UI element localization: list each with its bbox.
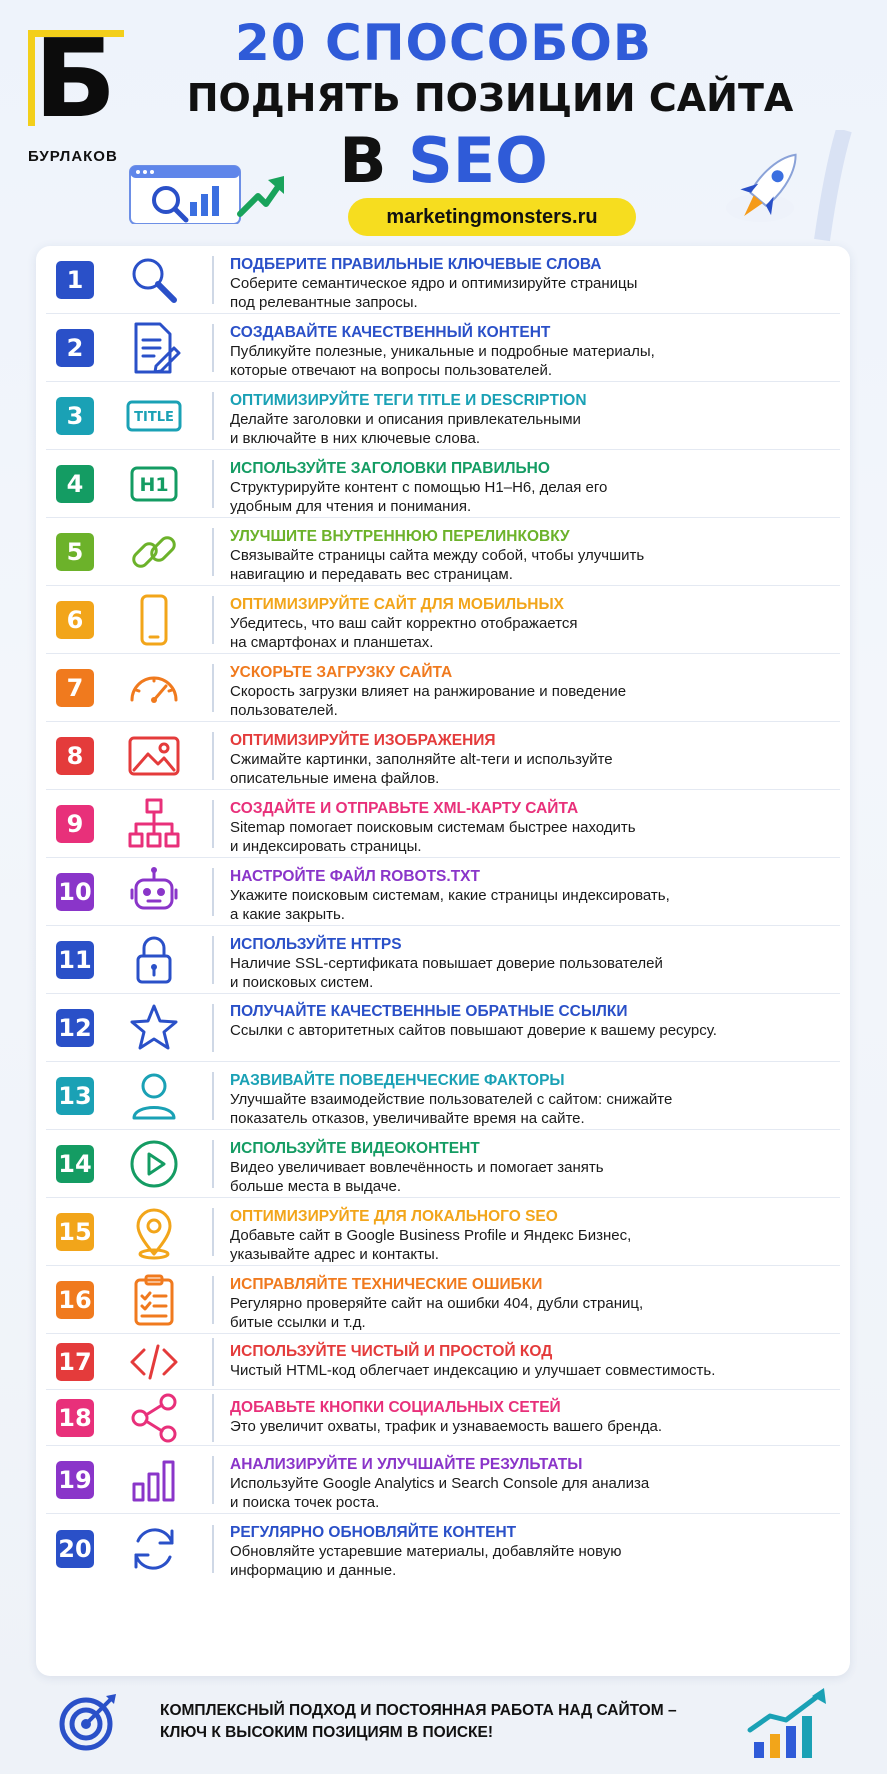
- item-number-badge: 6: [56, 601, 94, 639]
- play-icon: [126, 1136, 182, 1192]
- list-item: [36, 1198, 850, 1266]
- item-desc-line-1: Сжимайте картинки, заполняйте alt-теги и используйте: [230, 751, 613, 768]
- star-icon: [126, 1000, 182, 1056]
- robot-icon: [126, 864, 182, 920]
- item-text: [230, 255, 832, 312]
- site-url-pill: marketingmonsters.ru: [348, 198, 636, 236]
- item-number-badge: 9: [56, 805, 94, 843]
- item-title: ИСПОЛЬЗУЙТЕ ВИДЕОКОНТЕНТ: [230, 1140, 480, 1157]
- user-icon: [126, 1068, 182, 1124]
- growth-chart-icon: [746, 1686, 836, 1767]
- item-text: [230, 1139, 832, 1196]
- item-desc-line-2: а какие закрыть.: [230, 906, 345, 923]
- item-desc-line-2: и поиска точек роста.: [230, 1494, 380, 1511]
- item-number-badge: 13: [56, 1077, 94, 1115]
- item-divider: [212, 1338, 214, 1386]
- item-number-badge: 3: [56, 397, 94, 435]
- item-desc-line-2: показатель отказов, увеличивайте время на сайте.: [230, 1110, 585, 1127]
- item-divider: [212, 256, 214, 304]
- list-item: [36, 450, 850, 518]
- item-text: [230, 935, 832, 992]
- title-tag-icon: [126, 388, 182, 444]
- item-text: [230, 595, 832, 652]
- item-title: УСКОРЬТЕ ЗАГРУЗКУ САЙТА: [230, 664, 453, 681]
- list-item: [36, 1334, 850, 1390]
- item-title: ИСПОЛЬЗУЙТЕ ЗАГОЛОВКИ ПРАВИЛЬНО: [230, 460, 550, 477]
- item-desc-line-2: описательные имена файлов.: [230, 770, 440, 787]
- image-icon: [126, 728, 182, 784]
- item-title: РАЗВИВАЙТЕ ПОВЕДЕНЧЕСКИЕ ФАКТОРЫ: [230, 1072, 565, 1089]
- item-text: [230, 867, 832, 924]
- title-line-3-accent: SEO: [408, 124, 548, 197]
- h1-tag-icon: [126, 456, 182, 512]
- link-icon: [126, 524, 182, 580]
- title-line-1: 20 СПОСОБОВ: [235, 14, 652, 72]
- item-desc-line-1: Структурируйте контент с помощью H1–H6, делая его: [230, 479, 608, 496]
- item-desc-line-1: Используйте Google Analytics и Search Console для анализа: [230, 1475, 650, 1492]
- rocket-illustration: [722, 130, 862, 255]
- list-item: [36, 790, 850, 858]
- item-desc-line-1: Ссылки с авторитетных сайтов повышают доверие к вашему ресурсу.: [230, 1022, 717, 1039]
- speedometer-icon: [126, 660, 182, 716]
- footer-line-2: КЛЮЧ К ВЫСОКИМ ПОЗИЦИЯМ В ПОИСКЕ!: [160, 1724, 493, 1741]
- item-number-badge: 1: [56, 261, 94, 299]
- item-divider: [212, 800, 214, 848]
- item-divider: [212, 596, 214, 644]
- list-item: [36, 926, 850, 994]
- item-title: ОПТИМИЗИРУЙТЕ САЙТ ДЛЯ МОБИЛЬНЫХ: [230, 596, 564, 613]
- list-item: [36, 518, 850, 586]
- item-divider: [212, 1456, 214, 1504]
- item-desc-line-1: Sitemap помогает поисковым системам быстрее находить: [230, 819, 636, 836]
- item-desc-line-2: под релевантные запросы.: [230, 294, 418, 311]
- item-desc-line-1: Это увеличит охваты, трафик и узнаваемость вашего бренда.: [230, 1418, 663, 1435]
- item-title: ОПТИМИЗИРУЙТЕ ИЗОБРАЖЕНИЯ: [230, 732, 496, 749]
- title-line-3-prefix: В: [339, 124, 387, 197]
- item-title: ДОБАВЬТЕ КНОПКИ СОЦИАЛЬНЫХ СЕТЕЙ: [230, 1399, 561, 1416]
- item-desc-line-1: Видео увеличивает вовлечённость и помогает занять: [230, 1159, 604, 1176]
- list-item: [36, 1062, 850, 1130]
- svg-text:TITLE: TITLE: [134, 410, 174, 425]
- item-text: [230, 527, 832, 584]
- logo-letter: Б: [34, 17, 113, 142]
- item-desc-line-1: Добавьте сайт в Google Business Profile и Яндекс Бизнес,: [230, 1227, 632, 1244]
- item-title: СОЗДАЙТЕ И ОТПРАВЬТЕ XML-КАРТУ САЙТА: [230, 800, 579, 817]
- item-desc-line-2: которые отвечают на вопросы пользователей.: [230, 362, 553, 379]
- item-title: УЛУЧШИТЕ ВНУТРЕННЮЮ ПЕРЕЛИНКОВКУ: [230, 528, 570, 545]
- browser-analytics-illustration: [128, 164, 288, 229]
- item-number-badge: 18: [56, 1399, 94, 1437]
- bar-chart-icon: [126, 1452, 182, 1508]
- list-item: [36, 994, 850, 1062]
- item-desc-line-2: и индексировать страницы.: [230, 838, 422, 855]
- item-text: [230, 1523, 832, 1580]
- item-text: [230, 1342, 832, 1380]
- item-title: ОПТИМИЗИРУЙТЕ ТЕГИ TITLE И DESCRIPTION: [230, 392, 587, 409]
- item-text: [230, 459, 832, 516]
- item-desc-line-1: Чистый HTML-код облегчает индексацию и улучшает совместимость.: [230, 1362, 716, 1379]
- item-number-badge: 16: [56, 1281, 94, 1319]
- item-divider: [212, 664, 214, 712]
- item-desc-line-1: Скорость загрузки влияет на ранжирование и поведение: [230, 683, 627, 700]
- item-text: [230, 1002, 832, 1040]
- item-title: ИСПОЛЬЗУЙТЕ ЧИСТЫЙ И ПРОСТОЙ КОД: [230, 1343, 553, 1360]
- item-divider: [212, 868, 214, 916]
- list-item: [36, 1514, 850, 1584]
- list-item: [36, 722, 850, 790]
- item-desc-line-1: Улучшайте взаимодействие пользователей с сайтом: снижайте: [230, 1091, 673, 1108]
- item-number-badge: 11: [56, 941, 94, 979]
- list-item: [36, 1390, 850, 1446]
- item-text: [230, 731, 832, 788]
- item-text: [230, 1071, 832, 1128]
- item-divider: [212, 324, 214, 372]
- lock-icon: [126, 932, 182, 988]
- item-desc-line-2: навигацию и передавать вес страницам.: [230, 566, 513, 583]
- item-title: ИСПОЛЬЗУЙТЕ HTTPS: [230, 936, 402, 953]
- item-desc-line-2: больше места в выдаче.: [230, 1178, 402, 1195]
- item-desc-line-2: удобным для чтения и понимания.: [230, 498, 472, 515]
- item-title: ПОДБЕРИТЕ ПРАВИЛЬНЫЕ КЛЮЧЕВЫЕ СЛОВА: [230, 256, 602, 273]
- item-number-badge: 8: [56, 737, 94, 775]
- checklist-icon: [126, 1272, 182, 1328]
- item-divider: [212, 1072, 214, 1120]
- list-item: [36, 1446, 850, 1514]
- item-number-badge: 14: [56, 1145, 94, 1183]
- item-number-badge: 19: [56, 1461, 94, 1499]
- search-icon: [126, 252, 182, 308]
- item-number-badge: 15: [56, 1213, 94, 1251]
- footer-banner: [36, 1686, 850, 1762]
- item-divider: [212, 1140, 214, 1188]
- item-number-badge: 7: [56, 669, 94, 707]
- footer-line-1: КОМПЛЕКСНЫЙ ПОДХОД И ПОСТОЯННАЯ РАБОТА НАД САЙТОМ –: [160, 1702, 677, 1719]
- item-divider: [212, 1525, 214, 1573]
- document-edit-icon: [126, 320, 182, 376]
- target-icon: [58, 1692, 118, 1757]
- item-text: [230, 663, 832, 720]
- item-desc-line-1: Связывайте страницы сайта между собой, чтобы улучшить: [230, 547, 645, 564]
- item-desc-line-2: пользователей.: [230, 702, 338, 719]
- item-text: [230, 1398, 832, 1436]
- item-number-badge: 17: [56, 1343, 94, 1381]
- list-item: [36, 246, 850, 314]
- brand-name: БУРЛАКОВ: [28, 148, 118, 165]
- item-divider: [212, 936, 214, 984]
- sitemap-icon: [126, 796, 182, 852]
- item-desc-line-2: и включайте в них ключевые слова.: [230, 430, 481, 447]
- item-desc-line-1: Наличие SSL-сертификата повышает доверие пользователей: [230, 955, 663, 972]
- item-desc-line-2: битые ссылки и т.д.: [230, 1314, 366, 1331]
- item-desc-line-1: Укажите поисковым системам, какие страницы индексировать,: [230, 887, 670, 904]
- item-desc-line-2: указывайте адрес и контакты.: [230, 1246, 439, 1263]
- item-text: [230, 323, 832, 380]
- smartphone-icon: [126, 592, 182, 648]
- item-title: ОПТИМИЗИРУЙТЕ ДЛЯ ЛОКАЛЬНОГО SEO: [230, 1208, 558, 1225]
- item-title: РЕГУЛЯРНО ОБНОВЛЯЙТЕ КОНТЕНТ: [230, 1524, 517, 1541]
- list-item: [36, 654, 850, 722]
- code-icon: [126, 1334, 182, 1390]
- item-desc-line-1: Убедитесь, что ваш сайт корректно отображается: [230, 615, 578, 632]
- item-desc-line-1: Делайте заголовки и описания привлекательными: [230, 411, 581, 428]
- list-item: [36, 1130, 850, 1198]
- item-desc-line-2: информацию и данные.: [230, 1562, 397, 1579]
- item-text: [230, 1207, 832, 1264]
- item-divider: [212, 1276, 214, 1324]
- item-text: [230, 391, 832, 448]
- list-item: [36, 858, 850, 926]
- list-item: [36, 586, 850, 654]
- footer-message: [160, 1700, 720, 1744]
- item-desc-line-1: Регулярно проверяйте сайт на ошибки 404, дубли страниц,: [230, 1295, 644, 1312]
- item-number-badge: 2: [56, 329, 94, 367]
- item-text: [230, 1455, 832, 1512]
- item-title: НАСТРОЙТЕ ФАЙЛ ROBOTS.TXT: [230, 868, 480, 885]
- item-title: АНАЛИЗИРУЙТЕ И УЛУЧШАЙТЕ РЕЗУЛЬТАТЫ: [230, 1456, 583, 1473]
- item-divider: [212, 1208, 214, 1256]
- item-desc-line-2: на смартфонах и планшетах.: [230, 634, 434, 651]
- item-number-badge: 5: [56, 533, 94, 571]
- item-divider: [212, 1394, 214, 1442]
- item-desc-line-1: Обновляйте устаревшие материалы, добавляйте новую: [230, 1543, 622, 1560]
- share-icon: [126, 1390, 182, 1446]
- item-divider: [212, 732, 214, 780]
- item-number-badge: 20: [56, 1530, 94, 1568]
- item-text: [230, 1275, 832, 1332]
- item-divider: [212, 392, 214, 440]
- item-desc-line-1: Соберите семантическое ядро и оптимизируйте страницы: [230, 275, 638, 292]
- item-number-badge: 10: [56, 873, 94, 911]
- item-title: ИСПРАВЛЯЙТЕ ТЕХНИЧЕСКИЕ ОШИБКИ: [230, 1276, 543, 1293]
- item-title: СОЗДАВАЙТЕ КАЧЕСТВЕННЫЙ КОНТЕНТ: [230, 324, 551, 341]
- list-item: [36, 1266, 850, 1334]
- item-desc-line-1: Публикуйте полезные, уникальные и подробные материалы,: [230, 343, 655, 360]
- refresh-icon: [126, 1521, 182, 1577]
- item-title: ПОЛУЧАЙТЕ КАЧЕСТВЕННЫЕ ОБРАТНЫЕ ССЫЛКИ: [230, 1003, 628, 1020]
- location-pin-icon: [126, 1204, 182, 1260]
- item-desc-line-2: и поисковых систем.: [230, 974, 374, 991]
- item-number-badge: 4: [56, 465, 94, 503]
- list-item: [36, 314, 850, 382]
- item-number-badge: 12: [56, 1009, 94, 1047]
- list-item: [36, 382, 850, 450]
- title-line-2: ПОДНЯТЬ ПОЗИЦИИ САЙТА: [186, 76, 794, 120]
- item-text: [230, 799, 832, 856]
- item-divider: [212, 1004, 214, 1052]
- item-divider: [212, 460, 214, 508]
- svg-text:H1: H1: [139, 474, 169, 496]
- item-divider: [212, 528, 214, 576]
